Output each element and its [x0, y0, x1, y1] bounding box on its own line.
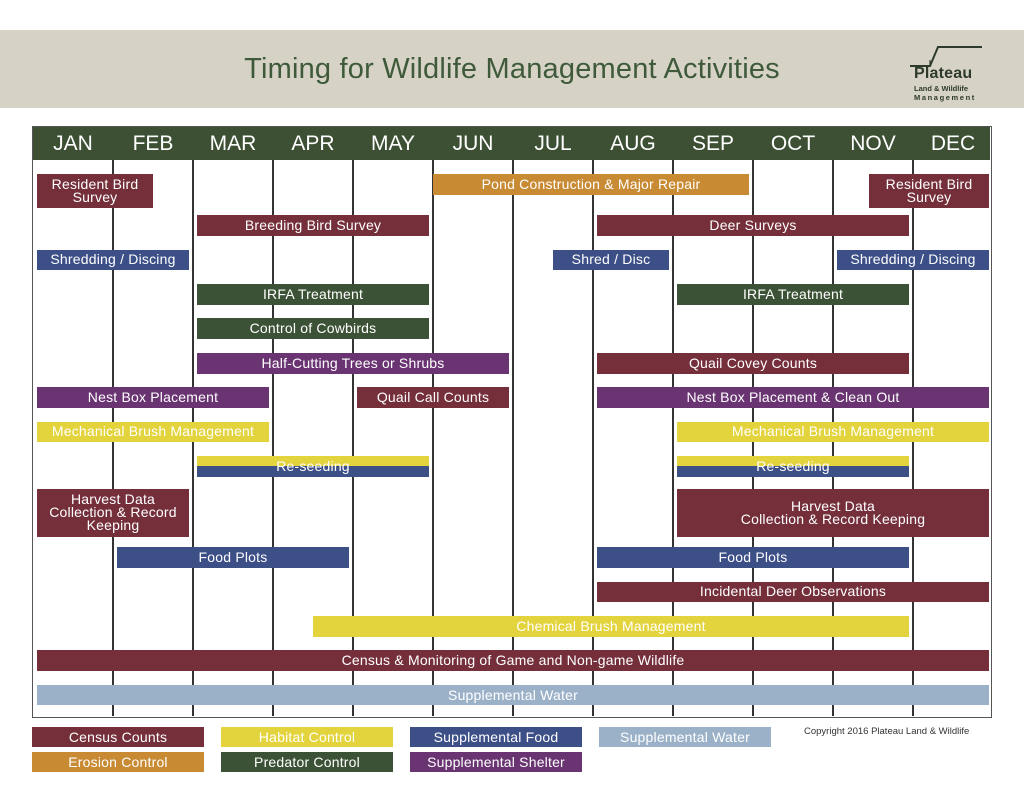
month-label-may: MAY: [371, 132, 415, 155]
activity-bar: [37, 489, 189, 537]
activity-bar: [117, 547, 349, 568]
copyright-text: Copyright 2016 Plateau Land & Wildlife: [804, 726, 970, 737]
activity-bar: [37, 685, 989, 706]
activity-bar: [37, 422, 269, 443]
activity-label: Census & Monitoring of Game and Non-game Wildlife: [341, 652, 685, 669]
activity-bar: [37, 650, 989, 671]
legend-item-food: Supplemental Food: [410, 727, 582, 747]
activity-label: Shred / Disc: [571, 251, 651, 268]
activity-bar: [433, 174, 749, 195]
month-label-mar: MAR: [209, 132, 257, 155]
activity-bar: [597, 582, 989, 603]
activity-label: Quail Call Counts: [376, 389, 490, 406]
plateau-logo: [906, 44, 990, 100]
month-header-bar: [33, 127, 990, 160]
activity-label: Quail Covey Counts: [688, 354, 818, 371]
activity-label: Resident Bird Survey: [885, 176, 973, 206]
activity-label: Mechanical Brush Management: [731, 423, 935, 440]
activity-bar: [597, 353, 909, 374]
activity-label: Supplemental Water: [448, 686, 578, 703]
month-gridline: [272, 160, 274, 716]
activity-label: Half-Cutting Trees or Shrubs: [261, 354, 445, 371]
activity-bar: [677, 422, 989, 443]
activity-bar: [869, 174, 989, 208]
legend-item-census: Census Counts: [32, 727, 204, 747]
activity-label: Resident Bird Survey: [51, 176, 139, 206]
activity-bar: [37, 174, 153, 208]
activity-bar: [677, 456, 909, 477]
month-label-sep: SEP: [691, 132, 735, 155]
activity-bar: [597, 387, 989, 408]
activity-timeline-chart: [32, 126, 992, 718]
activity-bar: [313, 616, 909, 637]
legend-item-shelter: Supplemental Shelter: [410, 752, 582, 772]
activity-label: Re-seeding: [276, 457, 350, 474]
activity-bar: [197, 284, 429, 305]
activity-bar: [553, 250, 669, 271]
logo-subtitle-line1: Land & Wildlife: [914, 84, 969, 93]
logo-name: Plateau: [914, 65, 973, 82]
activity-label: Food Plots: [718, 549, 788, 566]
activity-label: Re-seeding: [756, 457, 830, 474]
activity-bar: [197, 456, 429, 477]
activity-label: Harvest Data Collection & Record Keeping: [49, 491, 177, 534]
activity-label: Incidental Deer Observations: [699, 583, 887, 600]
legend-item-erosion: Erosion Control: [32, 752, 204, 772]
month-label-apr: APR: [291, 132, 335, 155]
legend-item-predator: Predator Control: [221, 752, 393, 772]
activity-bar: [197, 318, 429, 339]
activity-label: Shredding / Discing: [50, 251, 176, 268]
month-label-feb: FEB: [132, 132, 174, 155]
logo-subtitle-line2: Management: [914, 93, 976, 102]
activity-label: IRFA Treatment: [262, 285, 364, 302]
legend-item-habitat: Habitat Control: [221, 727, 393, 747]
month-label-jan: JAN: [53, 132, 93, 155]
activity-bar: [197, 353, 509, 374]
activity-bar: [37, 387, 269, 408]
activity-bar: [597, 215, 909, 236]
month-label-jun: JUN: [452, 132, 494, 155]
month-label-jul: JUL: [534, 132, 572, 155]
activity-label: Pond Construction & Major Repair: [481, 175, 701, 192]
legend-item-water: Supplemental Water: [599, 727, 771, 747]
activity-label: Shredding / Discing: [850, 251, 976, 268]
activity-label: Chemical Brush Management: [516, 617, 706, 634]
activity-label: Nest Box Placement & Clean Out: [686, 389, 900, 406]
month-label-oct: OCT: [770, 132, 816, 155]
activity-label: Harvest Data Collection & Record Keeping: [740, 497, 926, 527]
page-title: Timing for Wildlife Management Activities: [244, 53, 780, 85]
month-label-aug: AUG: [610, 132, 656, 155]
activity-bar: [597, 547, 909, 568]
activity-label: IRFA Treatment: [742, 285, 844, 302]
activity-label: Nest Box Placement: [87, 389, 219, 406]
activity-bar: [37, 250, 189, 271]
activity-bar: [197, 215, 429, 236]
activity-bar: [357, 387, 509, 408]
activity-label: Food Plots: [198, 549, 268, 566]
activity-bar: [677, 489, 989, 537]
activity-label: Mechanical Brush Management: [51, 423, 255, 440]
activity-bar: [837, 250, 989, 271]
month-label-dec: DEC: [930, 132, 976, 155]
activity-label: Control of Cowbirds: [249, 320, 377, 337]
header-banner: [0, 30, 1024, 108]
activity-label: Deer Surveys: [709, 217, 797, 234]
month-label-nov: NOV: [850, 132, 896, 155]
activity-bar: [677, 284, 909, 305]
activity-label: Breeding Bird Survey: [244, 217, 382, 234]
